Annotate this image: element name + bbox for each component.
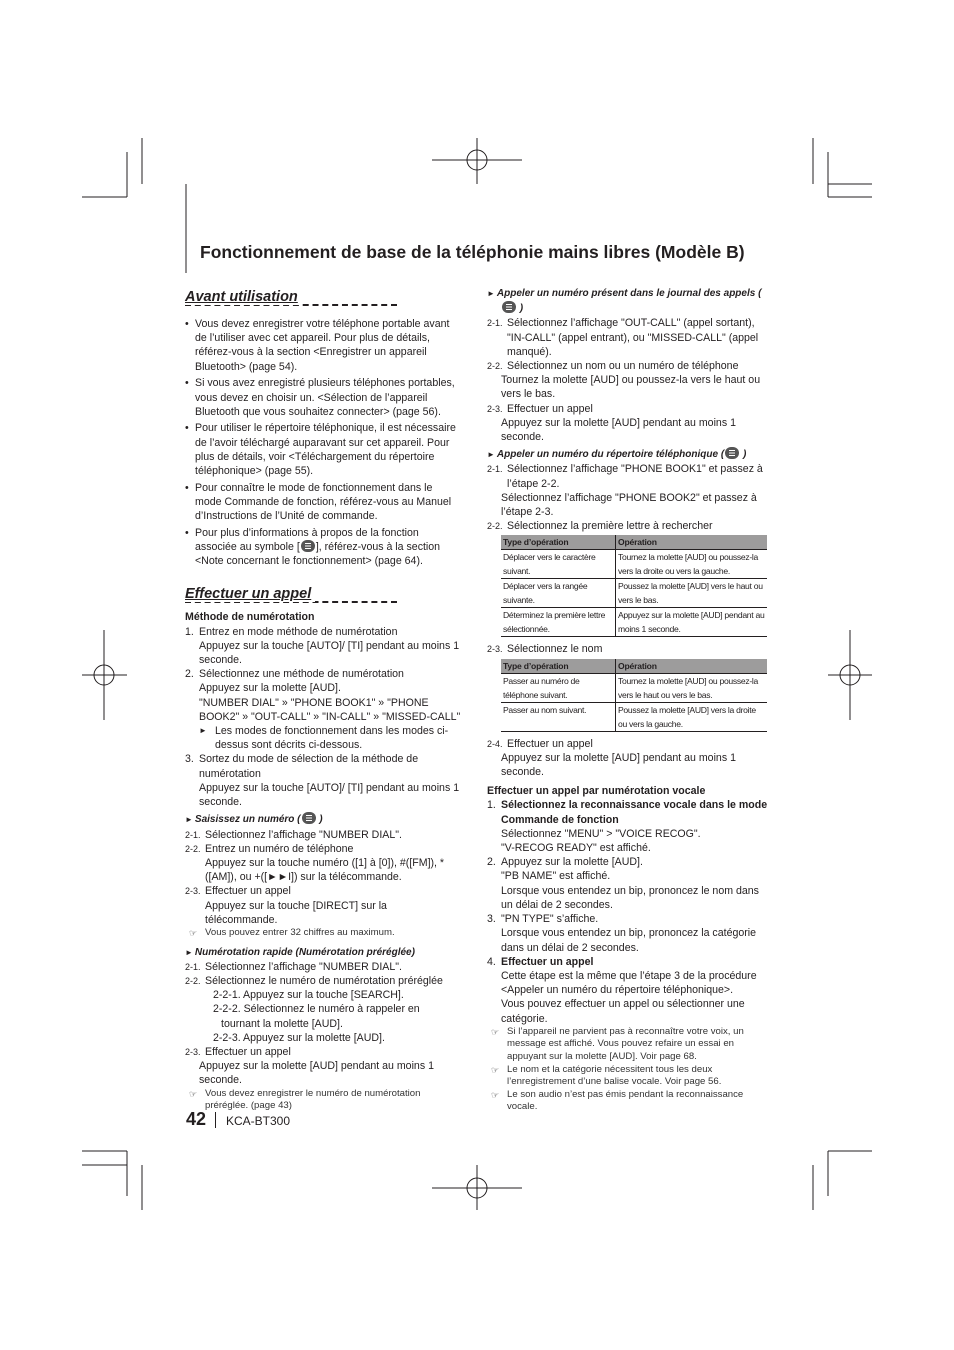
step-text: Lorsque vous entendez un bip, prononcez la catégorie dans un délai de 2 secondes.	[501, 927, 757, 954]
table-header-row	[501, 535, 767, 550]
substep: 2-2. Sélectionnez un nom ou un numéro de téléphone	[487, 360, 739, 373]
list-item: • Pour utiliser le répertoire téléphonique, il est nécessaire de l’avoir téléchargé auparavant sur cet appareil. Pour plus de détails, voir <Téléchargement du répertoire téléphonique> (page 55).	[185, 421, 461, 478]
step-text: Sélectionnez "MENU" > "VOICE RECOG".	[501, 827, 701, 840]
step-4: 4. Effectuer un appel	[487, 955, 594, 968]
note: ☞ Le son audio n’est pas émis pendant la reconnaissance vocale.	[491, 1088, 744, 1113]
vocale-title: Effectuer un appel par numérotation vocale	[487, 785, 706, 798]
arrow-right-icon: ►	[185, 947, 193, 957]
table-header-row	[501, 659, 767, 674]
column-header: Type d’opération	[501, 535, 616, 550]
right-column	[487, 287, 769, 1114]
operation-table-lettre	[501, 535, 767, 637]
arrow-right-icon: ►	[185, 815, 193, 825]
substep: 2-1. Sélectionnez l’affichage "OUT-CALL" (appel sortant), "IN-CALL" (appel entrant), ou "MISSED-CALL" (appel manqué).	[487, 317, 759, 358]
note-hand-icon: ☞	[491, 1089, 500, 1100]
left-column	[185, 287, 461, 1113]
table-cell: Appuyez sur la molette [AUD] pendant au moins 1 seconde.	[616, 608, 768, 637]
substep: 2-2. Sélectionnez la première lettre à rechercher	[487, 520, 713, 533]
step-text: "NUMBER DIAL" » "PHONE BOOK1" » "PHONE BOOK2" » "OUT-CALL" » "IN-CALL" » "MISSED-CALL"	[199, 696, 461, 723]
table-row	[501, 702, 767, 731]
table-cell: Poussez la molette [AUD] vers la droite ou vers la gauche.	[616, 702, 768, 731]
table-cell: Passer au numéro de téléphone suivant.	[501, 673, 616, 702]
table-row	[501, 550, 767, 579]
step-3: 3. "PN TYPE" s’affiche.	[487, 913, 599, 926]
note: ☞ Vous devez enregistrer le numéro de numérotation préréglée. (page 43)	[189, 1087, 421, 1112]
note: ☞ Si l’appareil ne parvient pas à reconnaître votre voix, un message est affiché. Vous pouvez refaire un essai en appuyant sur la molette [AUD]. Voir page 68.	[491, 1025, 744, 1062]
substep: 2-1. Sélectionnez l’affichage "NUMBER DIAL".	[185, 828, 402, 841]
substep: 2-3. Sélectionnez le nom	[487, 643, 603, 656]
page-title: Fonctionnement de base de la téléphonie mains libres (Modèle B)	[200, 242, 745, 262]
note: ☞ Vous pouvez entrer 32 chiffres au maximum.	[189, 926, 395, 938]
list-item: • Vous devez enregistrer votre téléphone portable avant de l’utiliser avec cet appareil. Pour plus de détails, référez-vous à la section <Enregistrer un appareil Bluetooth> (page 54).	[185, 317, 461, 374]
note-hand-icon: ☞	[189, 1088, 198, 1099]
substep: 2-3. Effectuer un appel	[487, 402, 593, 415]
substep-text: 2-2-3. Appuyez sur la molette [AUD].	[213, 1031, 385, 1044]
procedure-repertoire: ► Appeler un numéro du répertoire téléphonique ( )	[487, 449, 747, 461]
menu-list-icon	[302, 812, 316, 824]
list-item: • Pour plus d’informations à propos de la fonction associée au symbole [ ], référez-vous à la section <Note concernant le fonctionnement> (page 64).	[185, 526, 461, 569]
substep: 2-4. Effectuer un appel	[487, 737, 593, 750]
menu-list-icon	[502, 301, 516, 313]
arrow-right-icon: ►	[487, 289, 495, 298]
avant-bullet-list	[185, 317, 461, 568]
table-cell: Déplacer vers la rangée suivante.	[501, 579, 616, 608]
model-name: KCA-BT300	[226, 1114, 291, 1128]
table-cell: Poussez la molette [AUD] vers le haut ou vers le bas.	[616, 579, 768, 608]
note-hand-icon: ☞	[491, 1064, 500, 1075]
table-cell: Déterminez la première lettre sélectionnée.	[501, 608, 616, 637]
methode-title: Méthode de numérotation	[185, 611, 315, 624]
substep-text: Appuyez sur la molette [AUD] pendant au moins 1 seconde.	[199, 1060, 434, 1087]
step-note: ► Les modes de fonctionnement dans les modes ci-dessus sont décrits ci-dessous.	[199, 725, 449, 752]
step-text: Appuyez sur la touche [AUTO]/ [TI] pendant au moins 1 seconde.	[199, 639, 460, 667]
step-3: 3. Sortez du mode de sélection de la méthode de numérotation	[185, 753, 419, 780]
substep-text: 2-2-1. Appuyez sur la touche [SEARCH].	[213, 989, 404, 1002]
substep-text: Appuyez sur la molette [AUD] pendant au moins 1 seconde.	[501, 751, 736, 779]
substep: 2-3. Effectuer un appel	[185, 885, 291, 898]
arrow-right-icon: ►	[487, 450, 495, 460]
list-item: • Pour connaître le mode de fonctionnement dans le mode Commande de fonction, référez-vous au Manuel d’Instructions de l’Unité de commande.	[185, 481, 461, 524]
column-header: Type d’opération	[501, 659, 616, 674]
note: ☞ Le nom et la catégorie nécessitent tous les deux l’enregistrement d’une balise vocale. Voir page 56.	[491, 1063, 722, 1088]
section-heading-avant: Avant utilisation	[185, 287, 461, 308]
substep: 2-2. Entrez un numéro de téléphone	[185, 842, 354, 855]
table-cell: Tournez la molette [AUD] ou poussez-la vers la droite ou vers la gauche.	[616, 550, 768, 579]
table-cell: Tournez la molette [AUD] ou poussez-la vers le haut ou vers le bas.	[616, 673, 768, 702]
procedure-journal: ► Appeler un numéro présent dans le journal des appels ( )	[487, 288, 762, 315]
operation-table-nom	[501, 659, 767, 732]
table-row	[501, 673, 767, 702]
menu-list-icon	[301, 540, 315, 552]
step-2: 2. Sélectionnez une méthode de numérotation	[185, 668, 404, 681]
step-2: 2. Appuyez sur la molette [AUD].	[487, 856, 643, 869]
note-hand-icon: ☞	[189, 927, 198, 938]
substep: 2-3. Effectuer un appel	[185, 1045, 291, 1058]
procedure-saisir: ► Saisissez un numéro ( )	[185, 814, 323, 826]
substep: 2-2. Sélectionnez le numéro de numérotation préréglée	[185, 974, 443, 987]
step-text: Appuyez sur la molette [AUD].	[199, 682, 341, 695]
table-cell: Passer au nom suivant.	[501, 702, 616, 731]
table-row	[501, 579, 767, 608]
step-text: Appuyez sur la touche [AUTO]/ [TI] pendant au moins 1 seconde.	[199, 781, 460, 809]
step-text: "PB NAME" est affiché.	[501, 870, 611, 883]
column-header: Opération	[616, 535, 768, 550]
table-cell: Déplacer vers le caractère suivant.	[501, 550, 616, 579]
substep: 2-1. Sélectionnez l’affichage "NUMBER DIAL".	[185, 960, 402, 973]
list-item: • Si vous avez enregistré plusieurs téléphones portables, vous devez en choisir un. <Sélection de l’appareil Bluetooth que vous souhaitez connecter> (page 56).	[185, 376, 461, 419]
step-text: Lorsque vous entendez un bip, prononcez le nom dans un délai de 2 secondes.	[501, 884, 759, 911]
procedure-rapide: ► Numérotation rapide (Numérotation préréglée)	[185, 946, 415, 958]
step-text: Cette étape est la même que l’étape 3 de la procédure <Appeler un numéro du répertoire téléphonique>.	[501, 969, 757, 997]
substep-text: Appuyez sur la molette [AUD] pendant au moins 1 seconde.	[501, 416, 736, 444]
substep-text: Appuyez sur la touche numéro ([1] à [0]), #([FM]), *([AM]), ou +([►►I]) sur la télécommande.	[205, 856, 445, 884]
substep-text: 2-2-2. Sélectionnez le numéro à rappeler en tournant la molette [AUD].	[213, 1003, 420, 1030]
substep-text: Sélectionnez l’affichage "PHONE BOOK2" et passez à l’étape 2-3.	[501, 491, 757, 519]
note-hand-icon: ☞	[491, 1026, 500, 1037]
substep-text: Tournez la molette [AUD] ou poussez-la vers le haut ou vers le bas.	[501, 374, 761, 401]
arrow-right-icon: ►	[199, 726, 207, 736]
substep: 2-1. Sélectionnez l’affichage "PHONE BOOK1" et passez à l’étape 2-2.	[487, 463, 763, 490]
step-text: "V-RECOG READY" est affiché.	[501, 842, 651, 855]
substep-text: Appuyez sur la touche [DIRECT] sur la télécommande.	[205, 899, 387, 926]
menu-list-icon	[725, 447, 739, 459]
column-header: Opération	[616, 659, 768, 674]
table-row	[501, 608, 767, 637]
page-number: 42	[186, 1109, 207, 1129]
step-1: 1. Sélectionnez la reconnaissance vocale dans le mode Commande de fonction	[487, 799, 768, 826]
footer-divider	[215, 1112, 216, 1128]
step-text: Vous pouvez effectuer un appel ou sélectionner une catégorie.	[501, 998, 745, 1025]
step-1: 1. Entrez en mode méthode de numérotation	[185, 625, 398, 638]
section-heading-effectuer: Effectuer un appel	[185, 584, 461, 605]
